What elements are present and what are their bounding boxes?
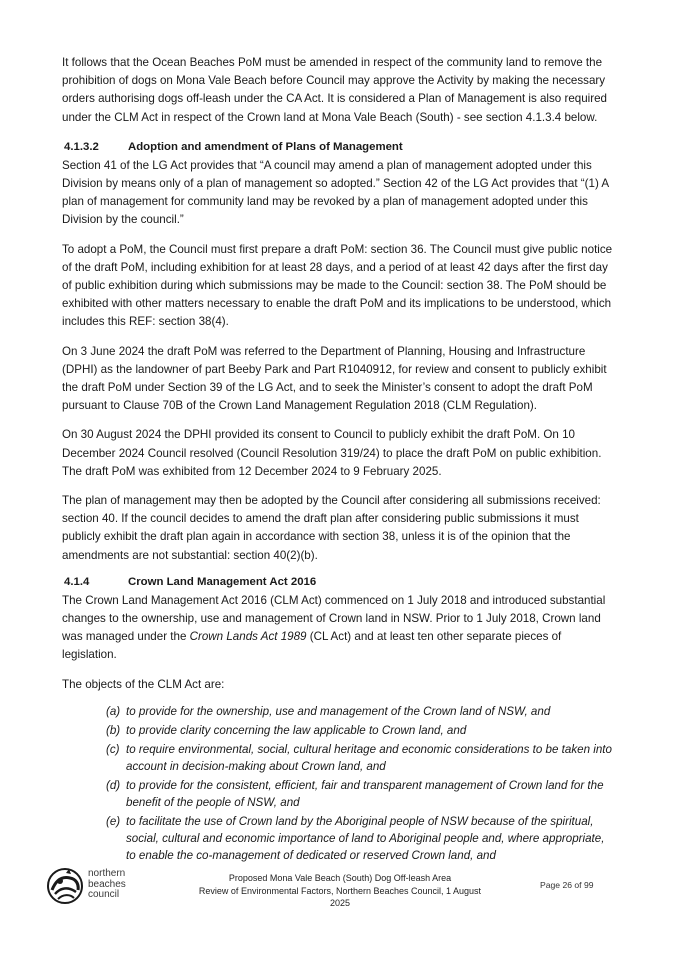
list-item-text: to provide for the ownership, use and management of the Crown land of NSW, and <box>126 704 551 718</box>
paragraph: On 3 June 2024 the draft PoM was referred to the Department of Planning, Housing and Infrastructure (DPHI) as the landowner of part Beeby Park and Part R1040912, for review and consent to publicly exhibit the draft PoM under Section 39 of the LG Act, and to seek the Minister’s consent to adopt the draft PoM pursuant to Clause 70B of the Crown Land Management Regulation 2018 (CLM Regulation). <box>62 344 607 413</box>
list-item-text: to require environmental, social, cultural heritage and economic considerations to be taken into account in decision-making about Crown land, and <box>126 742 612 773</box>
text-run: The Crown Land Management Act 2016 (CLM Act) commenced on 1 July 2018 and introduced substantial changes to the ownership, use and management of Crown land in NSW. Prior to 1 July 2018, Crown land was managed under the <box>62 593 606 644</box>
list-item <box>106 722 614 739</box>
council-logo-text <box>88 869 126 901</box>
paragraph: To adopt a PoM, the Council must first prepare a draft PoM: section 36. The Council must give public notice of the draft PoM, including exhibition for at least 28 days, and a period of at least 42 days after the first day of public exhibition during which submissions may be made to the Council: section 38. The PoM should be exhibited with other matters necessary to enable the draft PoM and its implications to be understood, which includes this REF: section 38(4). <box>62 242 613 329</box>
section-title: Crown Land Management Act 2016 <box>128 575 317 588</box>
logo-text-line: beaches <box>88 878 126 890</box>
paragraph: The plan of management may then be adopted by the Council after considering all submissions received: section 40. If the council decides to amend the draft plan after considering public submissions it must publicly exhibit the draft plan again in accordance with section 38, unless it is of the opinion that the amendments are not substantial: section 40(2)(b). <box>62 494 601 562</box>
paragraph <box>62 592 614 665</box>
intro-paragraph: It follows that the Ocean Beaches PoM must be amended in respect of the community land to remove the prohibition of dogs on Mona Vale Beach before Council may approve the Activity by making the necessary orders authorising dogs off-leash under the CA Act. It is considered a Plan of Management is also required under the CLM Act in respect of the Crown land at Mona Vale Beach (South) - see section 4.1.3.4 below. <box>62 56 608 124</box>
list-item-text: to provide for the consistent, efficient, fair and transparent management of Crown land for the benefit of the people of NSW, and <box>126 778 604 809</box>
section-number: 4.1.4 <box>64 575 90 588</box>
text-run: (CL Act) and at least ten other separate pieces of legislation. <box>62 630 562 662</box>
list-item <box>106 703 614 720</box>
list-item <box>106 813 614 864</box>
council-logo-icon <box>46 866 84 906</box>
footer-line: Review of Environmental Factors, Northern Beaches Council, 1 August 2025 <box>198 885 482 908</box>
section-title: Adoption and amendment of Plans of Management <box>128 140 403 153</box>
list-item <box>106 741 614 775</box>
list-marker: (b) <box>106 723 121 737</box>
paragraph: On 30 August 2024 the DPHI provided its consent to Council to publicly exhibit the draft PoM. On 10 December 2024 Council resolved (Council Resolution 319/24) to place the draft PoM on public exhibition. The draft PoM was exhibited from 12 December 2024 to 9 February 2025. <box>62 428 602 478</box>
section-heading-4-1-3-2 <box>62 138 614 156</box>
objects-list <box>62 703 614 864</box>
list-marker: (d) <box>106 778 121 792</box>
list-marker: (c) <box>106 742 120 756</box>
logo-text-line: northern <box>88 868 126 879</box>
logo-text-line: council <box>88 889 120 900</box>
list-item <box>106 777 614 811</box>
footer-line: Proposed Mona Vale Beach (South) Dog Off-leash Area <box>228 873 452 883</box>
paragraph: Section 41 of the LG Act provides that “A council may amend a plan of management adopted under this Division by means only of a plan of management so adopted.” Section 42 of the LG Act provides that “(1) A plan of management for community land may be revoked by a plan of management adopted under this Division by the council.” <box>62 158 609 227</box>
act-title-italic: Crown Lands Act 1989 <box>189 630 307 644</box>
list-item-text: to facilitate the use of Crown land by the Aboriginal people of NSW because of the spiritual, social, cultural and economic importance of land to Aboriginal people and, where appropriate, to enable the co-management of dedicated or reserved Crown land, and <box>126 814 605 862</box>
list-item-text: to provide clarity concerning the law applicable to Crown land, and <box>126 723 467 737</box>
list-marker: (e) <box>106 814 121 828</box>
list-marker: (a) <box>106 704 121 718</box>
page-body <box>62 54 614 866</box>
paragraph: The objects of the CLM Act are: <box>62 677 225 691</box>
page-number: Page 26 of 99 <box>540 880 594 890</box>
section-number: 4.1.3.2 <box>64 140 99 153</box>
page-footer <box>40 866 620 910</box>
footer-document-title <box>190 872 490 910</box>
section-heading-4-1-4 <box>62 573 614 591</box>
